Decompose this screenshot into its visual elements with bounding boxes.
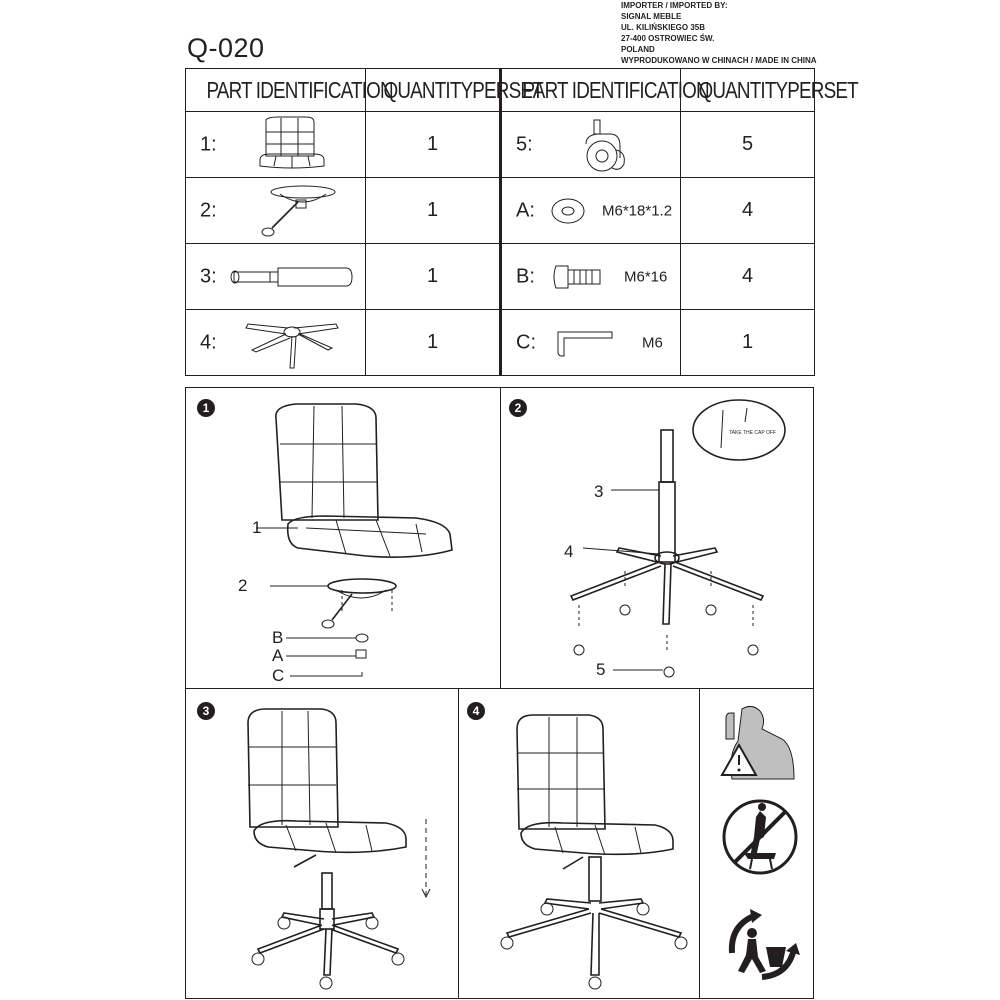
step-1-panel [185, 387, 501, 689]
model-title: Q-020 [187, 33, 265, 63]
parts-table [185, 68, 858, 376]
label-part-c: C [272, 666, 285, 685]
step-3-panel [185, 688, 459, 999]
column-header-part: PART IDENTIFICATION [501, 69, 681, 112]
part-spec: M6*18*1.2 [602, 202, 673, 219]
qty-cell-1: 1 [366, 112, 501, 178]
column-header-part: PART IDENTIFICATION [186, 69, 366, 112]
qty-cell-b: 4 [681, 244, 815, 310]
importer-line: POLAND [621, 45, 655, 54]
label-part-4: 4 [564, 542, 574, 561]
step-number-badge: 1 [197, 399, 215, 417]
label-part-b: B [272, 628, 284, 647]
label-part-1: 1 [252, 518, 262, 537]
cap-note: TAKE THE CAP OFF [729, 430, 776, 436]
part-cell-c [501, 310, 681, 376]
warning-icon [712, 699, 802, 783]
part-id: 3: [200, 265, 217, 287]
part-id: 4: [200, 331, 217, 353]
part-id: 2: [200, 199, 217, 221]
importer-info [621, 0, 817, 66]
label-part-a: A [272, 646, 284, 665]
label-part-5: 5 [596, 660, 606, 679]
part-id: A: [516, 199, 535, 221]
step-number-badge: 4 [467, 702, 485, 720]
part-cell-4 [186, 310, 366, 376]
part-cell-a [501, 178, 681, 244]
part-id: C: [516, 331, 536, 353]
part-cell-2 [186, 178, 366, 244]
washer-icon [550, 196, 586, 226]
importer-line: IMPORTER / IMPORTED BY: [621, 1, 728, 10]
qty-cell-c: 1 [681, 310, 815, 376]
step-4-panel [458, 688, 700, 999]
mechanism-icon [258, 184, 338, 240]
part-cell-5 [501, 112, 681, 178]
part-id: 5: [516, 133, 533, 155]
step-number-badge: 2 [509, 399, 527, 417]
qty-cell-5: 5 [681, 112, 815, 178]
label-part-2: 2 [238, 576, 248, 595]
label-part-3: 3 [594, 482, 604, 501]
qty-cell-2: 1 [366, 178, 501, 244]
part-id: B: [516, 265, 535, 287]
qty-cell-3: 1 [366, 244, 501, 310]
part-cell-3 [186, 244, 366, 310]
allen-key-icon [552, 330, 616, 358]
column-header-qty: QUANTITYPERSET [366, 69, 501, 112]
chair-seat-illustration [186, 388, 502, 690]
qty-cell-a: 4 [681, 178, 815, 244]
column-header-qty: QUANTITYPERSET [681, 69, 815, 112]
importer-line: WYPRODUKOWANO W CHINACH / MADE IN CHINA [621, 56, 817, 65]
step-2-panel [500, 387, 814, 689]
assembled-chair-illustration [459, 689, 701, 1000]
bolt-icon [550, 260, 604, 294]
no-standing-icon [720, 797, 800, 877]
base-icon [242, 316, 342, 370]
part-spec: M6 [642, 334, 663, 351]
seat-backrest-icon [258, 116, 328, 176]
warning-icons-panel [699, 688, 814, 999]
gas-lift-icon [230, 264, 354, 292]
part-spec: M6*16 [624, 268, 668, 285]
importer-line: UL. KILIŃSKIEGO 35B [621, 23, 706, 32]
part-cell-1 [186, 112, 366, 178]
chair-on-base-illustration [186, 689, 460, 1000]
qty-cell-4: 1 [366, 310, 501, 376]
caster-icon [580, 118, 630, 174]
importer-line: 27-400 OSTROWIEC ŚW. [621, 34, 715, 43]
part-cell-b [501, 244, 681, 310]
part-id: 1: [200, 133, 217, 155]
step-number-badge: 3 [197, 702, 215, 720]
recycling-icon [722, 905, 802, 985]
importer-line: SIGNAL MEBLE [621, 12, 682, 21]
